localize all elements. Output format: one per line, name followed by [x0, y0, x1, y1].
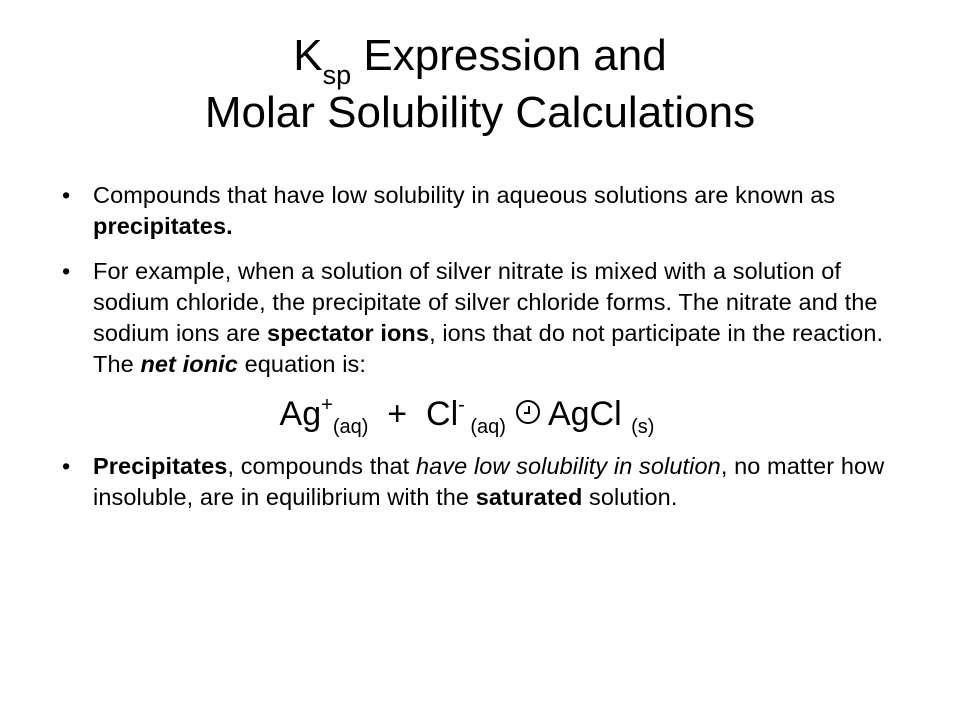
- title-k: K: [293, 31, 323, 80]
- bullet-text: , compounds that: [227, 453, 416, 479]
- bold-term-precipitates: precipitates.: [93, 213, 233, 239]
- title-line-1-rest: Expression and: [351, 31, 667, 80]
- equation-ag-charge: +: [321, 394, 333, 416]
- bold-term-saturated: saturated: [475, 484, 583, 510]
- equation-cl-charge: -: [458, 394, 465, 416]
- bullet-item-equilibrium: [62, 451, 902, 513]
- bullet-icon: •: [62, 453, 71, 479]
- title-line-1: [293, 31, 667, 90]
- bold-term-spectator-ions: spectator ions: [267, 320, 430, 346]
- title-line-2: Molar Solubility Calculations: [204, 88, 756, 137]
- net-ionic-equation: [32, 394, 902, 439]
- bullet-text: solution.: [582, 484, 678, 510]
- bold-italic-term-net-ionic: net ionic: [140, 351, 238, 377]
- bullet-item-precipitates-definition: [62, 180, 902, 242]
- equation-cl: Cl: [426, 395, 459, 433]
- bullet-text: , ions that do not participate in the reaction. The: [93, 320, 884, 377]
- equation-product: AgCl: [547, 395, 622, 433]
- equation-plus: +: [368, 395, 427, 433]
- equation-product-state: (s): [631, 416, 655, 438]
- slide-title: [0, 30, 960, 139]
- bullet-icon: •: [62, 258, 71, 284]
- bullet-list: [62, 180, 902, 527]
- equation-ag-state: (aq): [332, 416, 369, 438]
- bold-term-precipitates: Precipitates: [93, 453, 228, 479]
- bullet-icon: •: [62, 182, 71, 208]
- bullet-text: equation is:: [237, 351, 366, 377]
- equation-cl-state: (aq): [464, 416, 506, 438]
- title-k-subscript: sp: [322, 60, 352, 90]
- bullet-text: For example, when a solution of silver nitrate is mixed with a solution of sodium chloride, the precipitate of silver chloride forms. The nitrate and the sodium ions are: [93, 258, 878, 346]
- reaction-arrow-icon: [516, 400, 540, 424]
- bullet-text: , no matter how insoluble, are in equilibrium with the: [93, 453, 885, 510]
- bullet-item-example: [62, 256, 902, 380]
- bullet-text: Compounds that have low solubility in aqueous solutions are known as: [93, 182, 836, 208]
- italic-phrase: have low solubility in solution: [415, 453, 721, 479]
- equation-ag: Ag: [279, 395, 322, 433]
